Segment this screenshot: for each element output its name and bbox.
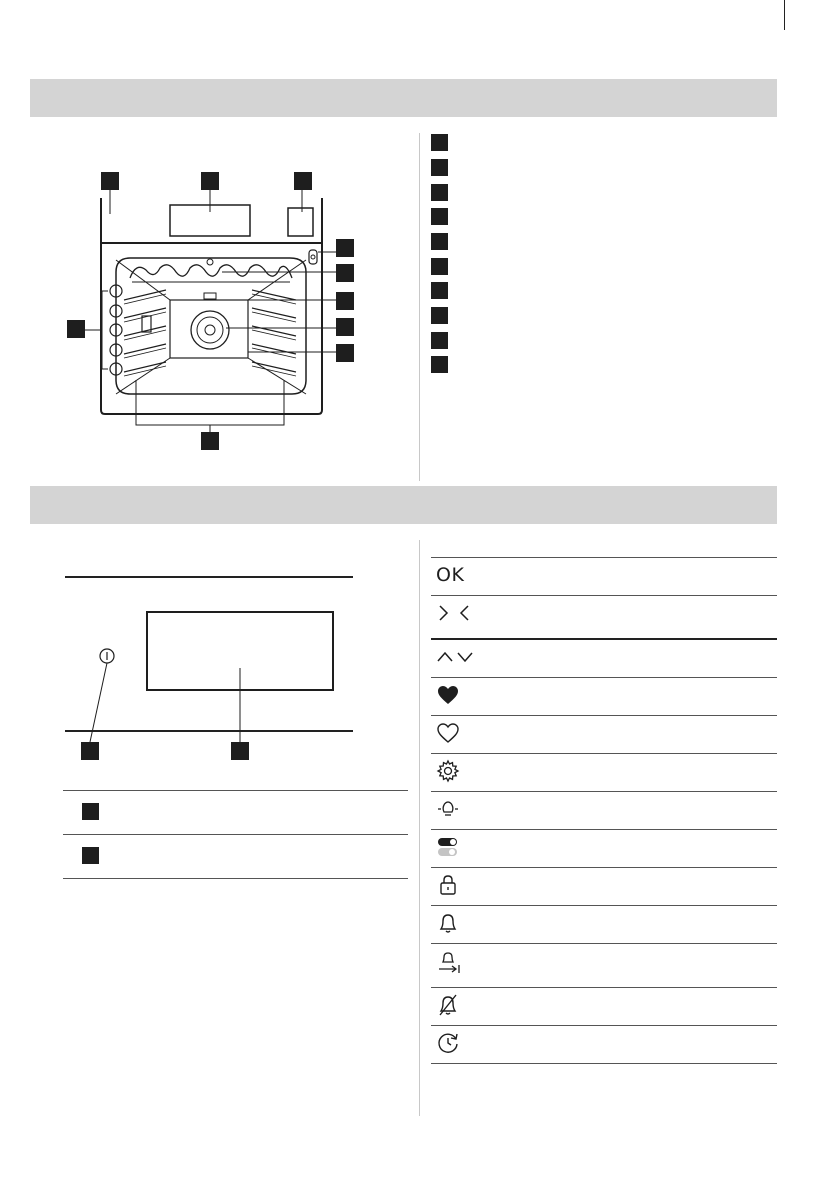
- symbols-table-rule: [431, 791, 777, 792]
- section-header-product-overview: [30, 79, 777, 117]
- oven-front-diagram: [60, 165, 380, 455]
- table-rule: [63, 878, 408, 879]
- section-header-control-panel: [30, 486, 777, 524]
- symbols-table-rule: [431, 595, 777, 596]
- arrows-left-right-icon: [436, 600, 476, 626]
- symbols-table-rule: [431, 905, 777, 906]
- symbols-table-rule: [431, 677, 777, 678]
- ok-label: OK: [436, 564, 465, 586]
- legend-item: [431, 258, 448, 275]
- bell-skip-icon: [436, 950, 476, 976]
- section-divider: [419, 133, 420, 481]
- table-row-marker: [82, 803, 99, 820]
- symbols-table-rule: [431, 638, 777, 640]
- lock-icon: [436, 872, 476, 898]
- section-divider: [419, 540, 420, 1116]
- legend-item: [431, 307, 448, 324]
- symbols-table-rule: [431, 987, 777, 988]
- lamp-icon: [436, 796, 476, 822]
- bell-icon: [436, 910, 476, 936]
- legend-item: [431, 134, 448, 151]
- heart-outline-icon: [436, 720, 476, 746]
- symbols-table-rule: [431, 867, 777, 868]
- symbols-table-rule: [431, 753, 777, 754]
- panel-top-edge: [65, 576, 353, 578]
- legend-item: [431, 159, 448, 176]
- ok-icon: [436, 562, 476, 588]
- arrows-up-down-icon: [436, 643, 476, 669]
- top-edge-rule: [784, 0, 785, 30]
- symbols-table-rule: [431, 1063, 777, 1064]
- legend-item: [431, 332, 448, 349]
- heart-filled-icon: [436, 682, 476, 708]
- symbols-table-rule: [431, 1025, 777, 1026]
- clock-restart-icon: [436, 1030, 476, 1056]
- gear-icon: [436, 758, 476, 784]
- bell-muted-icon: [436, 992, 476, 1018]
- legend-item: [431, 356, 448, 373]
- symbols-table-rule: [431, 829, 777, 830]
- symbols-table-rule: [431, 715, 777, 716]
- table-rule: [63, 834, 408, 835]
- control-panel-diagram: [60, 600, 360, 770]
- toggle-icon: [436, 834, 476, 860]
- legend-item: [431, 282, 448, 299]
- symbols-table-rule: [431, 943, 777, 944]
- legend-item: [431, 233, 448, 250]
- table-rule: [63, 790, 408, 791]
- legend-item: [431, 208, 448, 225]
- table-row-marker: [82, 847, 99, 864]
- symbols-table-rule: [431, 557, 777, 558]
- legend-item: [431, 184, 448, 201]
